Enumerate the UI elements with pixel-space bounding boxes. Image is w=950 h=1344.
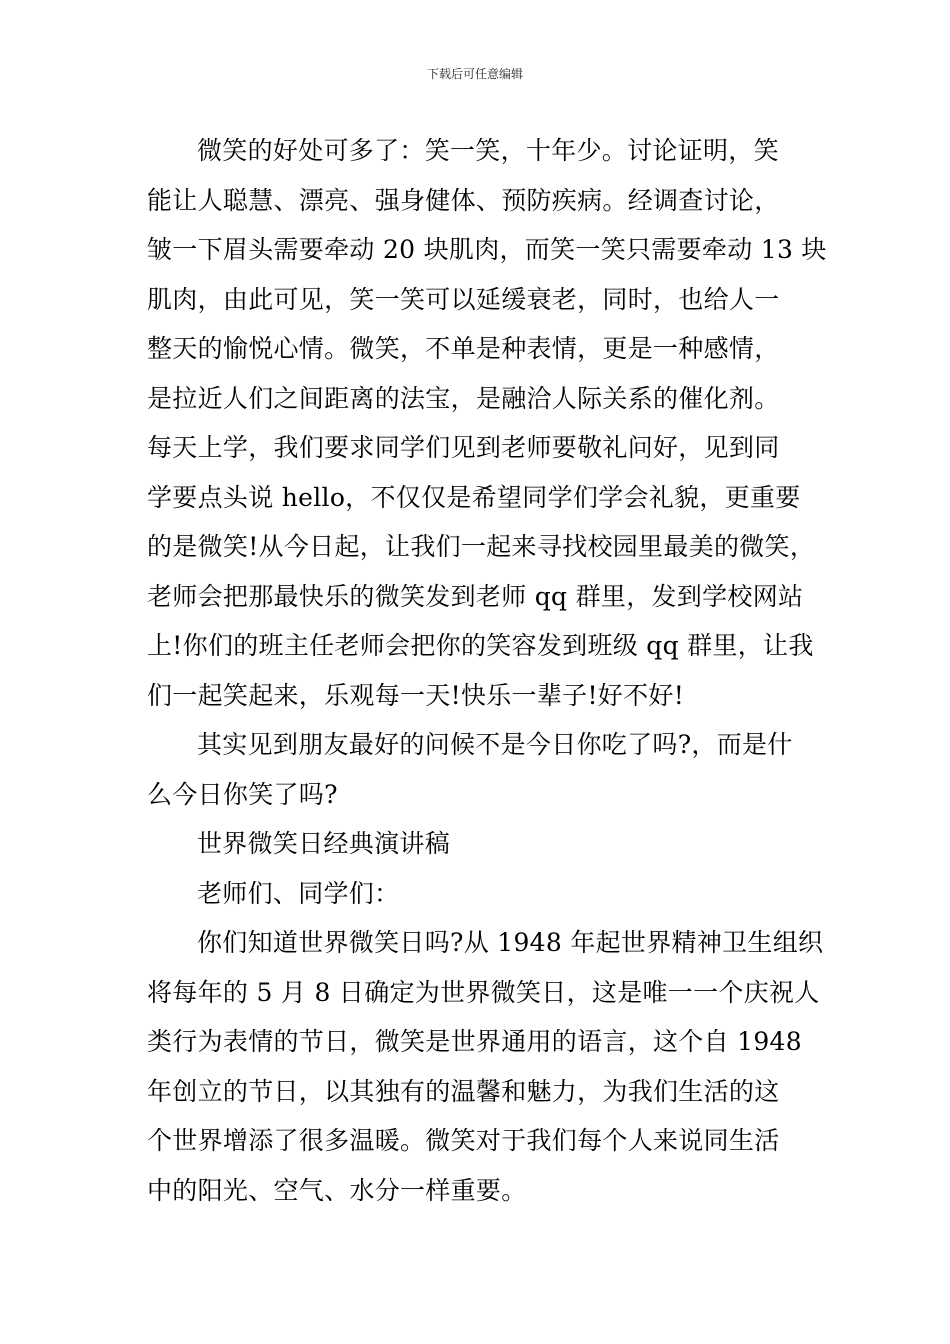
text-line: 年创立的节日，以其独有的温馨和魅力，为我们生活的这 — [147, 1076, 780, 1106]
page-header: 下载后可任意编辑 — [426, 67, 523, 81]
text-line: 学要点头说 hello，不仅仅是希望同学们学会礼貌，更重要 — [147, 482, 801, 512]
text-line: 的是微笑!从今日起，让我们一起来寻找校园里最美的微笑， — [147, 532, 816, 561]
text-line: 中的阳光、空气、水分一样重要。 — [147, 1175, 527, 1205]
text-line: 每天上学，我们要求同学们见到老师要敬礼问好，见到同 — [147, 433, 780, 462]
text-line: 类行为表情的节日，微笑是世界通用的语言，这个自 1948 — [147, 1027, 802, 1056]
text-line: 们一起笑起来，乐观每一天!快乐一辈子!好不好! — [147, 680, 685, 710]
document-body — [147, 126, 827, 1215]
text-line: 世界微笑日经典演讲稿 — [197, 829, 451, 858]
text-line: 上!你们的班主任老师会把你的笑容发到班级 qq 群里，让我 — [147, 631, 814, 660]
text-line: 将每年的 5 月 8 日确定为世界微笑日，这是唯一一个庆祝人 — [147, 977, 820, 1007]
text-line: 是拉近人们之间距离的法宝，是融洽人际关系的催化剂。 — [147, 383, 780, 413]
text-line: 皱一下眉头需要牵动 20 块肌肉，而笑一笑只需要牵动 13 块 — [147, 235, 827, 264]
text-line: 老师们、同学们： — [197, 878, 400, 908]
text-line: 能让人聪慧、漂亮、强身健体、预防疾病。经调查讨论， — [147, 185, 780, 215]
paragraph-greeting — [147, 720, 812, 819]
text-line: 么今日你笑了吗? — [147, 779, 338, 809]
salutation — [147, 869, 812, 919]
text-line: 你们知道世界微笑日吗?从 1948 年起世界精神卫生组织 — [197, 928, 824, 957]
text-line: 整天的愉悦心情。微笑，不单是种表情，更是一种感情， — [147, 334, 780, 363]
text-line: 老师会把那最快乐的微笑发到老师 qq 群里，发到学校网站 — [147, 581, 804, 611]
text-line: 个世界增添了很多温暖。微笑对于我们每个人来说同生活 — [147, 1126, 780, 1155]
paragraph-smile-benefits — [147, 126, 827, 720]
text-line: 其实见到朋友最好的问候不是今日你吃了吗?，而是什 — [197, 730, 793, 759]
section-title — [147, 819, 812, 869]
paragraph-world-smile-day — [147, 918, 824, 1215]
text-line: 肌肉，由此可见，笑一笑可以延缓衰老，同时，也给人一 — [147, 284, 780, 314]
text-line: 微笑的好处可多了：笑一笑，十年少。讨论证明，笑 — [197, 136, 779, 165]
